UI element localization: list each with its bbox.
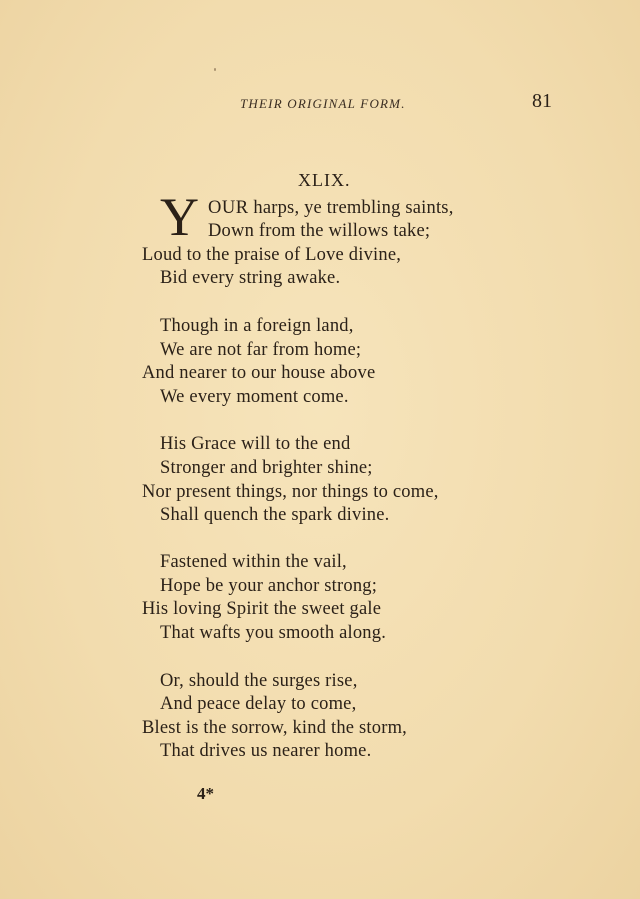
poem-line: That drives us nearer home. [160,741,372,761]
poem-line: That wafts you smooth along. [160,623,387,643]
poem-line: We every moment come. [160,387,349,407]
line-text: harps, ye trembling saints, [248,198,454,218]
poem-number: XLIX. [298,170,351,190]
poem-line: Stronger and brighter shine; [160,458,373,478]
poem-line: Blest is the sorrow, kind the storm, [142,718,407,738]
poem-line: Shall quench the spark divine. [160,505,390,525]
page-number: 81 [532,90,552,112]
poem-line: Hope be your anchor strong; [160,576,378,596]
running-head: THEIR ORIGINAL FORM. [240,96,406,111]
poem-line: We are not far from home; [160,340,362,360]
poem-line: Down from the willows take; [208,221,431,241]
poem-line: His Grace will to the end [160,434,351,454]
poem-line: Loud to the praise of Love divine, [142,245,402,265]
poem-line: Or, should the surges rise, [160,671,358,691]
poem-line: His loving Spirit the sweet gale [142,599,382,619]
poem-line: Bid every string awake. [160,268,341,288]
drop-cap: Y [160,187,199,247]
poem-line [208,197,454,219]
poem-line: Though in a foreign land, [160,316,354,336]
poem-line: And nearer to our house above [142,363,376,383]
signature-mark: 4* [197,784,214,803]
first-word-rest: OUR [208,198,249,218]
poem-line: And peace delay to come, [160,694,357,714]
paper-speck [214,68,216,71]
poem-line: Fastened within the vail, [160,552,347,572]
poem-line: Nor present things, nor things to come, [142,482,439,502]
